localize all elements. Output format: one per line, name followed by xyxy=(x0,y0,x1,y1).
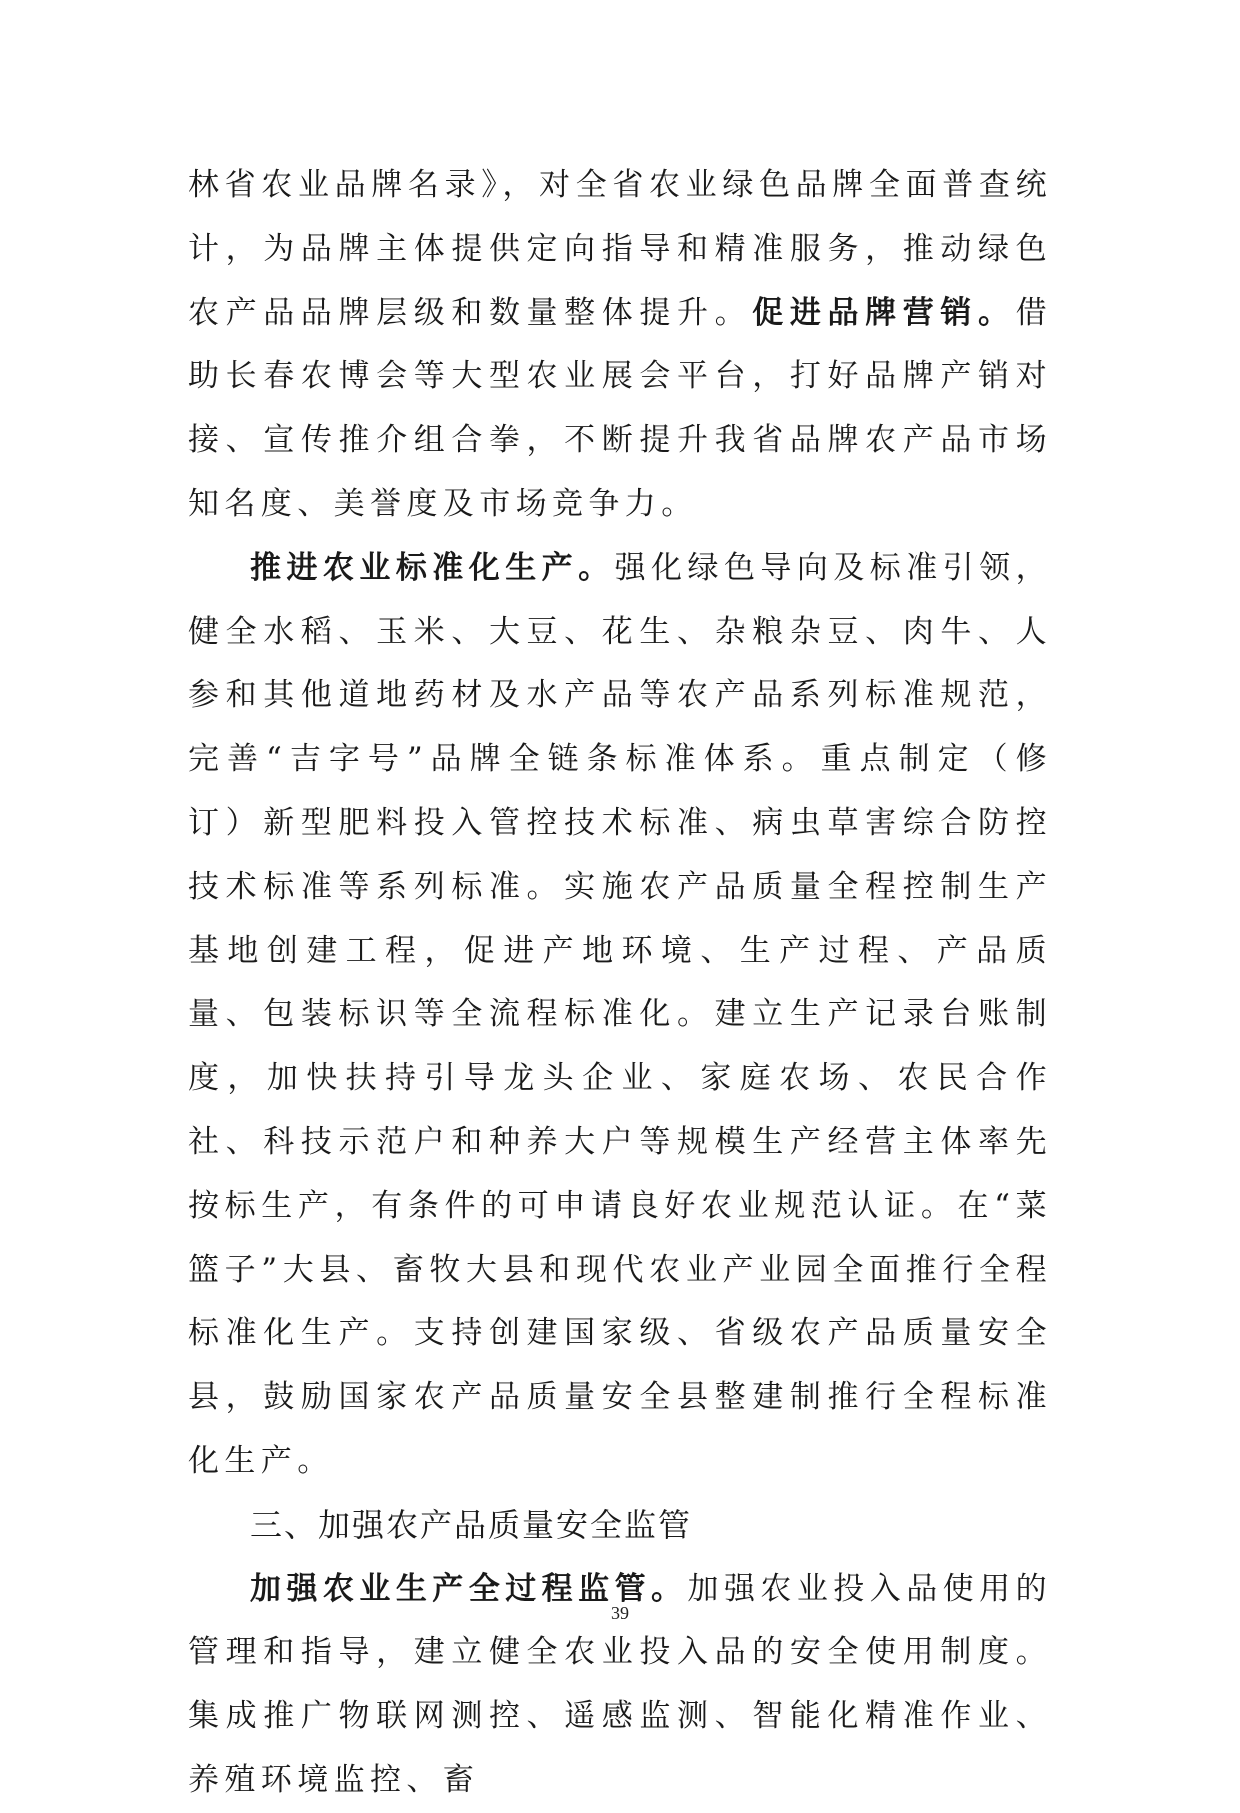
paragraph-brand-catalog xyxy=(188,154,1052,537)
paragraph-text: 加强农业投入品使用的管理和指导，建立健全农业投入品的安全使用制度。集成推广物联网测控、遥感监测、智能化精准作业、养殖环境监控、畜 xyxy=(188,1570,1052,1798)
bold-lead-brand-marketing: 促进品牌营销。 xyxy=(752,294,1016,331)
paragraph-text-continued: 借助长春农博会等大型农业展会平台，打好品牌产销对接、宣传推介组合拳，不断提升我省品牌农产品市场知名度、美誉度及市场竞争力。 xyxy=(188,294,1052,522)
body-text xyxy=(188,154,1052,1813)
paragraph-standardized-production xyxy=(188,537,1052,1494)
paragraph-text: 强化绿色导向及标准引领，健全水稻、玉米、大豆、花生、杂粮杂豆、肉牛、人参和其他道地药材及水产品等农产品系列标准规范，完善“吉字号”品牌全链条标准体系。重点制定（修订）新型肥料投入管控技术标准、病虫草害综合防控技术标准等系列标准。实施农产品质量全程控制生产基地创建工程，促进产地环境、生产过程、产品质量、包装标识等全流程标准化。建立生产记录台账制度，加快扶持引导龙头企业、家庭农场、农民合作社、科技示范户和种养大户等规模生产经营主体率先按标生产，有条件的可申请良好农业规范认证。在“菜篮子”大县、畜牧大县和现代农业产业园全面推行全程标准化生产。支持创建国家级、省级农产品质量安全县，鼓励国家农产品质量安全县整建制推行全程标准化生产。 xyxy=(188,549,1052,1479)
bold-lead-standardization: 推进农业标准化生产。 xyxy=(250,549,615,586)
page-number: 39 xyxy=(611,1603,629,1623)
section-heading: 三、加强农产品质量安全监管 xyxy=(250,1505,693,1544)
bold-lead-supervision: 加强农业生产全过程监管。 xyxy=(250,1570,688,1607)
paragraph-process-supervision xyxy=(188,1558,1052,1813)
paragraph-text: 林省农业品牌名录》，对全省农业绿色品牌全面普查统计，为品牌主体提供定向指导和精准服务，推动绿色农产品品牌层级和数量整体提升。 xyxy=(188,167,1052,331)
